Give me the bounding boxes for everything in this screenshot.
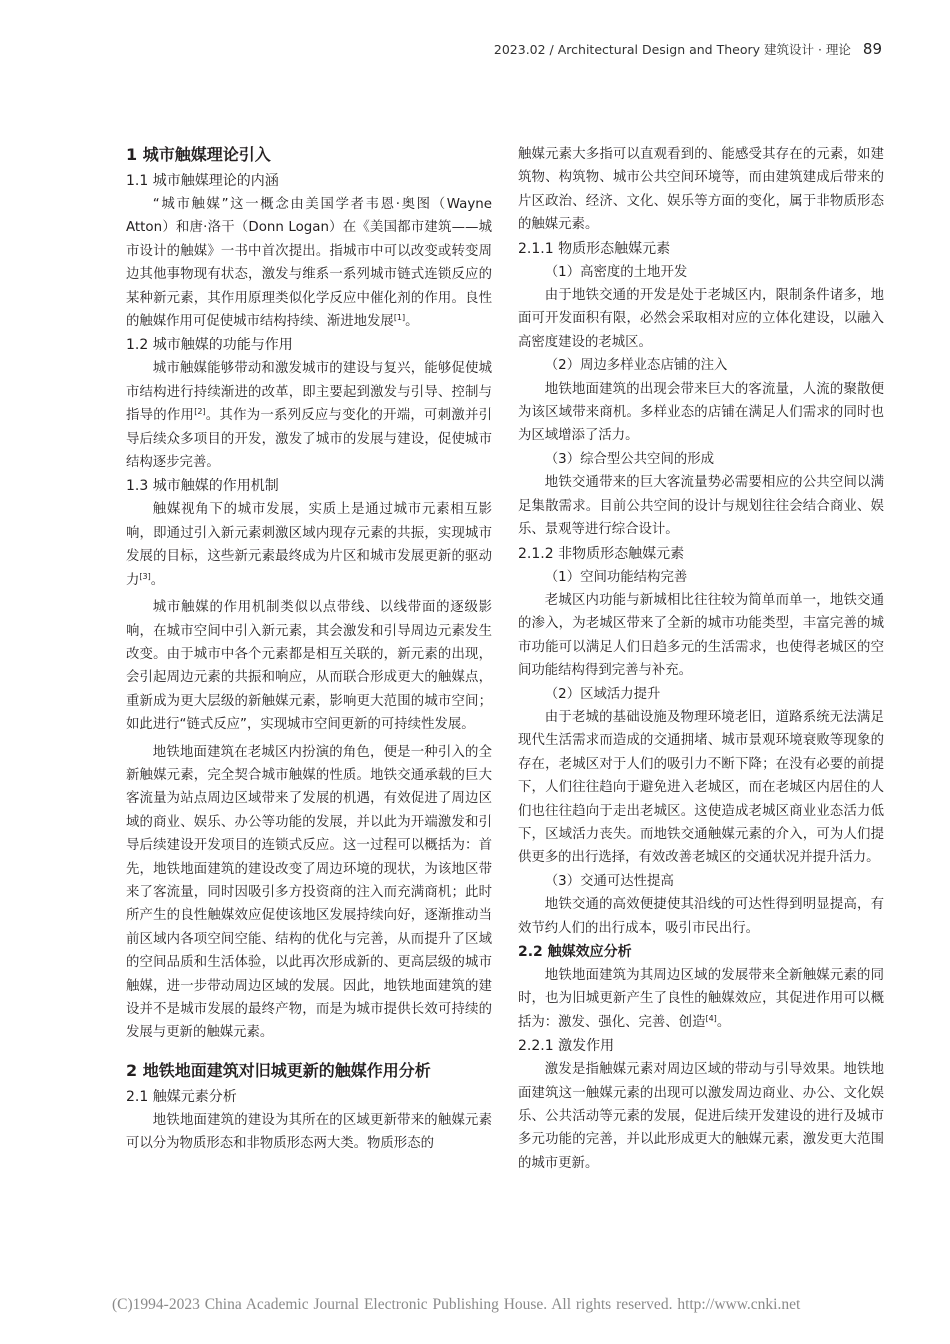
subheading: （3）综合型公共空间的形成 xyxy=(544,451,715,467)
section-2-2-1-heading: 2.2.1 激发作用 xyxy=(518,1038,615,1055)
paragraph: 地铁地面建筑的出现会带来巨大的客流量，人流的聚散便为该区域带来商机。多样业态的店铺在满足人们需求的同时也为区域增添了活力。 xyxy=(518,381,884,444)
paragraph: 由于地铁交通的开发是处于老城区内，限制条件诸多，地面可开发面积有限，必然会采取相对应的立体化建设，以融入高密度建设的老城区。 xyxy=(518,288,884,350)
paragraph: 城市触媒的作用机制类似以点带线、以线带面的逐级影响，在城市空间中引入新元素，其会激发和引导周边元素发生改变。由于城市中各个元素都是相互关联的，新元素的出现，会引起周边元素的共振和响应，从而联合形成更大的触媒点，重新成为更大层级的新触媒元素，影响更大范围的城市空间；如此进行“链式反应”，实现城市空间更新的可持续性发展。 xyxy=(126,600,492,733)
citation-ref[interactable]: [3] xyxy=(139,571,151,581)
running-head xyxy=(494,40,882,58)
paragraph: 地铁地面建筑的建设为其所在的区域更新带来的触媒元素可以分为物质形态和非物质形态两大类。物质形态的 xyxy=(126,1112,492,1152)
paragraph: 老城区内功能与新城相比往往较为简单而单一，地铁交通的渗入，为老城区带来了全新的城市功能类型，丰富完善的城市功能可以满足人们日趋多元的生活需求，也使得老城区的空间功能结构得到完善与补充。 xyxy=(518,592,884,679)
right-column xyxy=(518,143,884,1175)
section-1-3-heading: 1.3 城市触媒的作用机制 xyxy=(126,478,279,495)
section-1-heading: 1 城市触媒理论引入 xyxy=(126,145,271,164)
subheading: （1）空间功能结构完善 xyxy=(544,569,688,585)
paragraph: 由于老城的基础设施及物理环境老旧，道路系统无法满足现代生活需求而造成的交通拥堵、城市景观环境衰败等现象的存在，老城区对于人们的吸引力不断下降；在没有必要的前提下，人们往往趋向于避免进入老城区，而在老城区内居住的人们也往往趋向于走出老城区。这使造成老城区商业业态活力低下，区域活力丧失。而地铁交通触媒元素的介入，可为人们提供更多的出行选择，有效改善老城区的交通状况并提升活力。 xyxy=(518,709,884,866)
journal-issue: 2023.02 / Architectural Design and Theory 建筑设计 · 理论 xyxy=(493,42,851,57)
left-column xyxy=(126,141,492,1156)
subheading: （2）周边多样业态店铺的注入 xyxy=(544,358,728,374)
subheading: （2）区域活力提升 xyxy=(544,686,661,702)
paragraph: 激发是指触媒元素对周边区域的带动与引导效果。地铁地面建筑这一触媒元素的出现可以激发周边商业、办公、文化娱乐、公共活动等元素的发展，促进后续开发建设的进行及城市多元功能的完善，并以此形成更大的触媒元素，激发更大范围的城市更新。 xyxy=(518,1062,884,1171)
section-2-1-2-heading: 2.1.2 非物质形态触媒元素 xyxy=(518,545,685,562)
copyright-footer: (C)1994-2023 China Academic Journal Electronic Publishing House. All rights reserved. http://www.cnki.net xyxy=(112,1296,801,1313)
paragraph: 触媒视角下的城市发展，实质上是通过城市元素相互影响，即通过引入新元素刺激区域内现存元素的共振，实现城市发展的目标，这些新元素最终成为片区和城市发展更新的驱动力[3]。 xyxy=(126,502,492,588)
paragraph: 地铁交通带来的巨大客流量势必需要相应的公共空间以满足集散需求。目前公共空间的设计与规划往往会结合商业、娱乐、景观等进行综合设计。 xyxy=(518,475,884,538)
section-2-1-1-heading: 2.1.1 物质形态触媒元素 xyxy=(518,240,671,257)
citation-ref[interactable]: [1] xyxy=(393,313,406,323)
section-2-1-heading: 2.1 触媒元素分析 xyxy=(126,1088,237,1105)
paragraph: “城市触媒”这一概念由美国学者韦恩·奥图（Wayne Atton）和唐·洛干（Donn Logan）在《美国都市建筑——城市设计的触媒》一书中首次提出。指城市中可以改变或转变周边其他事物现有状态，激发与维系一系列城市链式连锁反应的某种新元素，其作用原理类似化学反应中催化剂的作用。良性的触媒作用可促使城市结构持续、渐进地发展[1]。 xyxy=(126,197,492,330)
section-1-2-heading: 1.2 城市触媒的功能与作用 xyxy=(126,337,293,354)
section-2-heading: 2 地铁地面建筑对旧城更新的触媒作用分析 xyxy=(126,1060,431,1080)
section-1-1-heading: 1.1 城市触媒理论的内涵 xyxy=(126,173,279,189)
paragraph: 地铁交通的高效便捷使其沿线的可达性得到明显提高，有效节约人们的出行成本，吸引市民出行。 xyxy=(518,897,884,936)
subheading: （1）高密度的土地开发 xyxy=(544,264,688,280)
section-2-2-heading: 2.2 触媒效应分析 xyxy=(518,944,632,960)
citation-ref[interactable]: [2] xyxy=(194,407,206,417)
paragraph: 城市触媒能够带动和激发城市的建设与复兴，能够促使城市结构进行持续渐进的改革，即主要起到激发与引导、控制与指导的作用[2]。其作为一系列反应与变化的开端，可刺激并引导后续众多项目的开发，激发了城市的发展与建设，促使城市结构逐步完善。 xyxy=(126,361,492,471)
subheading: （3）交通可达性提高 xyxy=(544,873,674,889)
page-number: 89 xyxy=(862,40,882,58)
paragraph: 地铁地面建筑在老城区内扮演的角色，便是一种引入的全新触媒元素，完全契合城市触媒的性质。地铁交通承载的巨大客流量为站点周边区域带来了发展的机遇，有效促进了周边区域的商业、娱乐、办公等功能的发展，并以此为开端激发和引导后续建设开发项目的连锁式反应。这一过程可以概括为：首先，地铁地面建筑的建设改变了周边环境的现状，为该地区带来了客流量，同时因吸引多方投资商的注入而充满商机；此时所产生的良性触媒效应促使该地区发展持续向好，逐渐推动当前区域内各项空间空能、结构的优化与完善，从而提升了区域的空间品质和生活体验，以此再次形成新的、更高层级的城市触媒，进一步带动周边区域的发展。因此，地铁地面建筑的建设并不是城市发展的最终产物，而是为城市提供长效可持续的发展与更新的触媒元素。 xyxy=(126,744,492,1041)
paragraph: 触媒元素大多指可以直观看到的、能感受其存在的元素，如建筑物、构筑物、城市公共空间环境等，而由建筑建成后带来的片区政治、经济、文化、娱乐等方面的变化，属于非物质形态的触媒元素。 xyxy=(518,147,884,233)
paragraph: 地铁地面建筑为其周边区域的发展带来全新触媒元素的同时，也为旧城更新产生了良性的触媒效应，其促进作用可以概括为：激发、强化、完善、创造[4]。 xyxy=(518,968,884,1030)
citation-ref[interactable]: [4] xyxy=(705,1013,717,1023)
